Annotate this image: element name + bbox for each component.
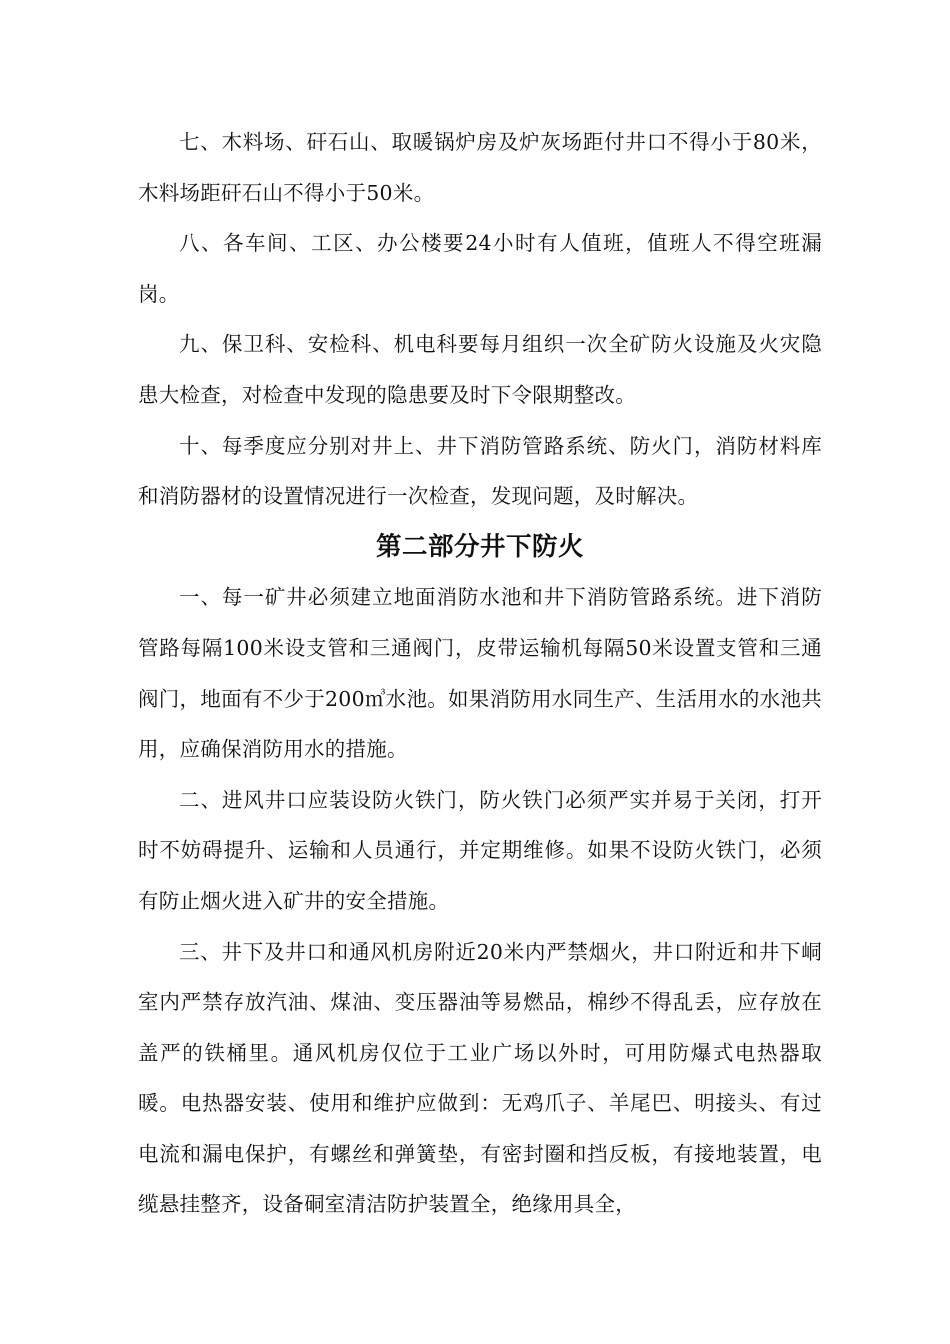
paragraph-7: 七、木料场、矸石山、取暖锅炉房及炉灰场距付井口不得小于80米，木料场距矸石山不得小于50米。 — [138, 130, 822, 205]
paragraph-10: 十、每季度应分别对井上、井下消防管路系统、防火门，消防材料库和消防器材的设置情况进行一次检查，发现问题，及时解决。 — [138, 433, 822, 509]
paragraph-2: 二、进风井口应装设防火铁门，防火铁门必须严实并易于关闭，打开时不妨碍提升、运输和人员通行，并定期维修。如果不设防火铁门，必须有防止烟火进入矿井的安全措施。 — [138, 787, 822, 913]
paragraph-3: 三、井下及井口和通风机房附近20米内严禁烟火，井口附近和井下峒室内严禁存放汽油、煤油、变压器油等易燃品，棉纱不得乱丢，应存放在盖严的铁桶里。通风机房仅位于工业广场以外时，可用防爆式电热器取暖。电热器安装、使用和维护应做到：无鸡爪子、羊尾巴、明接头、有过电流和漏电保护，有螺丝和弹簧垫，有密封圈和挡反板，有接地装置，电缆悬挂整齐，设备硐室清洁防护装置全，绝缘用具全， — [138, 939, 822, 1217]
paragraph-8: 八、各车间、工区、办公楼要24小时有人值班，值班人不得空班漏岗。 — [138, 231, 822, 306]
document-page — [138, 117, 822, 1230]
paragraph-9: 九、保卫科、安检科、机电科要每月组织一次全矿防火设施及火灾隐患大检查，对检查中发现的隐患要及时下令限期整改。 — [138, 332, 822, 407]
section-title: 第二部分井下防火 — [375, 531, 584, 562]
paragraph-1: 一、每一矿井必须建立地面消防水池和井下消防管路系统。进下消防管路每隔100米设支管和三通阀门，皮带运输机每隔50米设置支管和三通阀门，地面有不少于200㎥水池。如果消防用水同生产、生活用水的水池共用，应确保消防用水的措施。 — [138, 585, 822, 762]
